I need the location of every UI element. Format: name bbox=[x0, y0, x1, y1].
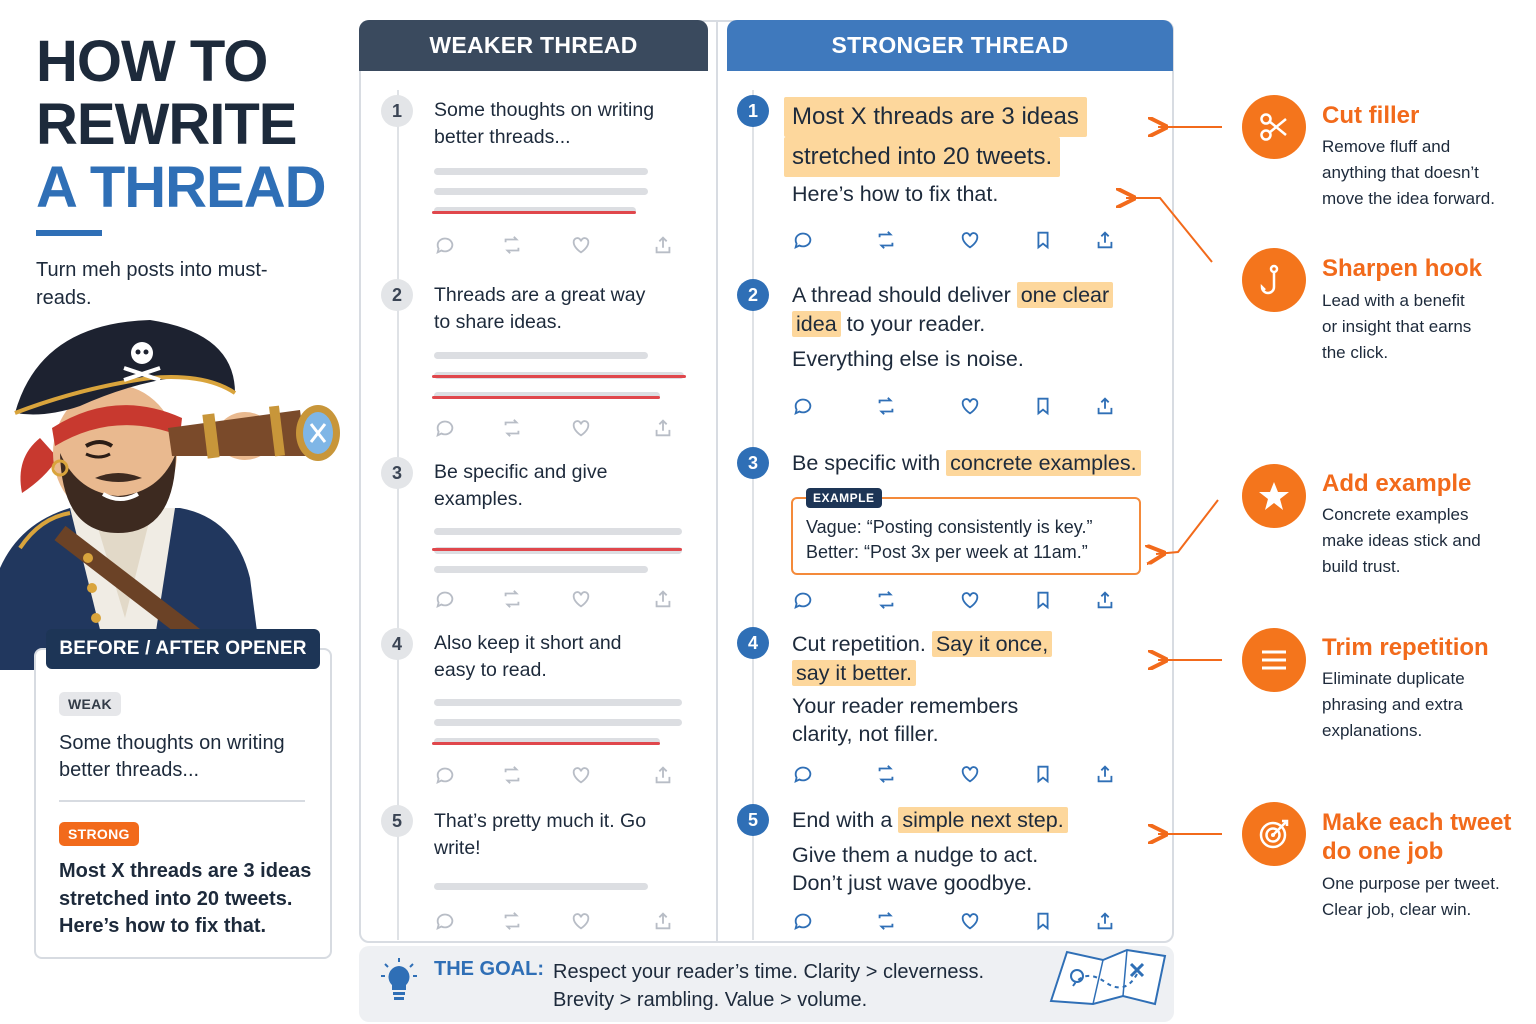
retweet-icon[interactable] bbox=[501, 910, 523, 932]
like-icon[interactable] bbox=[959, 229, 981, 251]
weaker-tweet-4-strike-line bbox=[432, 742, 660, 745]
weaker-tweet-5-number: 5 bbox=[381, 805, 413, 837]
reply-icon[interactable] bbox=[792, 589, 814, 611]
share-icon[interactable] bbox=[652, 588, 674, 610]
weak-opener-text: Some thoughts on writing better threads... bbox=[59, 732, 285, 781]
reply-icon[interactable] bbox=[792, 395, 814, 417]
stronger-tweet-2-body: Everything else is noise. bbox=[792, 347, 1024, 371]
retweet-icon[interactable] bbox=[501, 417, 523, 439]
weaker-tweet-3-strike-line bbox=[432, 548, 682, 551]
tip-cut-filler-desc: Remove fluff and anything that doesn’t move the idea forward. bbox=[1322, 137, 1495, 208]
weaker-tweet-5-actions bbox=[434, 910, 684, 932]
stronger-tweet-1-body: Here’s how to fix that. bbox=[792, 182, 999, 206]
stronger-tweet-5-body-1: Give them a nudge to act. bbox=[792, 843, 1039, 867]
before-after-header: BEFORE / AFTER OPENER bbox=[46, 629, 320, 669]
weaker-tweet-2-strike-line bbox=[432, 375, 686, 378]
weaker-tweet-3-text: Be specific and give examples. bbox=[434, 461, 608, 510]
title-line-2: REWRITE bbox=[36, 92, 297, 157]
weaker-tweet-5-filler-line bbox=[434, 883, 648, 890]
stronger-tweet-2-post: to your reader. bbox=[840, 312, 986, 336]
like-icon[interactable] bbox=[959, 763, 981, 785]
weaker-tweet-1-filler-line bbox=[434, 188, 648, 195]
share-icon[interactable] bbox=[1094, 229, 1116, 251]
weaker-tweet-3-filler-line bbox=[434, 528, 682, 535]
stronger-tweet-1-number: 1 bbox=[737, 95, 769, 127]
hook-icon bbox=[1242, 248, 1306, 312]
weaker-tweet-4-filler-line bbox=[434, 699, 682, 706]
share-icon[interactable] bbox=[652, 417, 674, 439]
weaker-tweet-1-text: Some thoughts on writing better threads... bbox=[434, 99, 655, 148]
tip-add-example-title: Add example bbox=[1322, 470, 1472, 497]
reply-icon[interactable] bbox=[792, 763, 814, 785]
weaker-tweet-1-number: 1 bbox=[381, 95, 413, 127]
weaker-tweet-1-filler-line bbox=[434, 168, 648, 175]
stronger-tweet-2-actions bbox=[792, 395, 1122, 417]
share-icon[interactable] bbox=[652, 764, 674, 786]
stronger-tweet-3-highlight: concrete examples. bbox=[946, 450, 1140, 476]
reply-icon[interactable] bbox=[434, 764, 456, 786]
stronger-tweet-4-text bbox=[792, 630, 1052, 688]
tip-trim-repetition-desc: Eliminate duplicate phrasing and extra explanations. bbox=[1322, 669, 1465, 740]
like-icon[interactable] bbox=[959, 589, 981, 611]
stronger-tweet-2-text bbox=[792, 281, 1113, 339]
tip-one-job-desc: One purpose per tweet. Clear job, clear win. bbox=[1322, 874, 1500, 919]
stronger-tweet-1-hook bbox=[792, 97, 1087, 177]
page-title bbox=[36, 30, 356, 219]
weaker-tweet-2-number: 2 bbox=[381, 279, 413, 311]
stronger-tweet-4-body-1: Your reader remembers bbox=[792, 694, 1019, 718]
like-icon[interactable] bbox=[570, 234, 592, 256]
tip-sharpen-hook-title: Sharpen hook bbox=[1322, 255, 1483, 282]
title-line-3: A THREAD bbox=[36, 155, 326, 220]
retweet-icon[interactable] bbox=[875, 395, 897, 417]
stronger-tweet-3-pre: Be specific with bbox=[792, 451, 947, 475]
share-icon[interactable] bbox=[652, 910, 674, 932]
stronger-tweet-1-hook-line-1: Most X threads are 3 ideas bbox=[784, 97, 1087, 137]
stronger-tweet-5-body-2: Don’t just wave goodbye. bbox=[792, 871, 1033, 895]
weaker-tweet-3-actions bbox=[434, 588, 684, 610]
retweet-icon[interactable] bbox=[875, 229, 897, 251]
stronger-tweet-2-highlight: one clear bbox=[1017, 282, 1113, 308]
retweet-icon[interactable] bbox=[875, 763, 897, 785]
weaker-tweet-3-filler-line bbox=[434, 566, 648, 573]
weaker-tweet-4-number: 4 bbox=[381, 628, 413, 660]
stronger-tweet-5-number: 5 bbox=[737, 804, 769, 836]
weaker-tweet-2-text: Threads are a great way to share ideas. bbox=[434, 284, 646, 333]
bookmark-icon[interactable] bbox=[1032, 910, 1054, 932]
stronger-tweet-4-actions bbox=[792, 763, 1122, 785]
weaker-thread-header: WEAKER THREAD bbox=[359, 20, 708, 71]
reply-icon[interactable] bbox=[434, 910, 456, 932]
subtitle: Turn meh posts into must-reads. bbox=[36, 259, 268, 309]
stronger-tweet-1-actions bbox=[792, 229, 1122, 251]
strong-opener-text: Most X threads are 3 ideas stretched into 20 tweets. Here’s how to fix that. bbox=[59, 860, 312, 937]
reply-icon[interactable] bbox=[434, 417, 456, 439]
stronger-tweet-5-text bbox=[792, 806, 1068, 835]
pirate-with-telescope-illustration bbox=[0, 318, 345, 670]
bookmark-icon[interactable] bbox=[1032, 395, 1054, 417]
weaker-tweet-3-number: 3 bbox=[381, 457, 413, 489]
share-icon[interactable] bbox=[1094, 910, 1116, 932]
tip-trim-repetition-title: Trim repetition bbox=[1322, 634, 1489, 661]
share-icon[interactable] bbox=[1094, 589, 1116, 611]
like-icon[interactable] bbox=[570, 910, 592, 932]
weaker-tweet-2-filler-line bbox=[434, 352, 648, 359]
bookmark-icon[interactable] bbox=[1032, 229, 1054, 251]
share-icon[interactable] bbox=[652, 234, 674, 256]
like-icon[interactable] bbox=[570, 764, 592, 786]
reply-icon[interactable] bbox=[792, 910, 814, 932]
stronger-tweet-4-highlight: Say it once, bbox=[932, 631, 1052, 657]
tip-sharpen-hook-desc: Lead with a benefit or insight that earns the click. bbox=[1322, 291, 1472, 362]
weaker-tweet-4-text: Also keep it short and easy to read. bbox=[434, 632, 622, 681]
weaker-tweet-2-strike-line bbox=[432, 396, 660, 399]
example-better-text: Better: “Post 3x per week at 11am.” bbox=[806, 542, 1088, 562]
retweet-icon[interactable] bbox=[501, 764, 523, 786]
retweet-icon[interactable] bbox=[501, 234, 523, 256]
retweet-icon[interactable] bbox=[875, 910, 897, 932]
list-icon bbox=[1242, 628, 1306, 692]
like-icon[interactable] bbox=[570, 417, 592, 439]
target-icon bbox=[1242, 802, 1306, 866]
title-underline bbox=[36, 230, 102, 236]
goal-text: Respect your reader’s time. Clarity > cleverness. Brevity > rambling. Value > volume. bbox=[553, 961, 985, 1011]
weaker-tweet-4-filler-line bbox=[434, 719, 682, 726]
scissors-icon bbox=[1242, 95, 1306, 159]
goal-label: THE GOAL: bbox=[434, 958, 544, 980]
retweet-icon[interactable] bbox=[501, 588, 523, 610]
stronger-tweet-2-highlight-cont: idea bbox=[792, 311, 841, 337]
tip-add-example-desc: Concrete examples make ideas stick and build trust. bbox=[1322, 505, 1481, 576]
strong-badge: STRONG bbox=[59, 822, 139, 846]
lightbulb-icon bbox=[379, 956, 419, 1004]
stronger-tweet-3-text bbox=[792, 449, 1141, 478]
stronger-tweet-4-body-2: clarity, not filler. bbox=[792, 722, 939, 746]
like-icon[interactable] bbox=[570, 588, 592, 610]
bookmark-icon[interactable] bbox=[1032, 763, 1054, 785]
bookmark-icon[interactable] bbox=[1032, 589, 1054, 611]
like-icon[interactable] bbox=[959, 395, 981, 417]
stronger-tweet-5-actions bbox=[792, 910, 1122, 932]
reply-icon[interactable] bbox=[434, 234, 456, 256]
star-icon bbox=[1242, 464, 1306, 528]
panel-divider bbox=[716, 20, 718, 943]
like-icon[interactable] bbox=[959, 910, 981, 932]
weaker-tweet-4-actions bbox=[434, 764, 684, 786]
retweet-icon[interactable] bbox=[875, 589, 897, 611]
treasure-map-icon bbox=[1045, 946, 1170, 1008]
stronger-tweet-2-number: 2 bbox=[737, 279, 769, 311]
tip-cut-filler-title: Cut filler bbox=[1322, 102, 1420, 129]
title-line-1: HOW TO bbox=[36, 29, 268, 94]
stronger-tweet-5-pre: End with a bbox=[792, 808, 899, 832]
before-after-divider bbox=[59, 800, 305, 802]
share-icon[interactable] bbox=[1094, 395, 1116, 417]
example-vague-text: Vague: “Posting consistently is key.” bbox=[806, 517, 1093, 537]
stronger-tweet-1-hook-line-2: stretched into 20 tweets. bbox=[784, 137, 1060, 177]
stronger-thread-header: STRONGER THREAD bbox=[727, 20, 1173, 71]
stronger-tweet-2-pre: A thread should deliver bbox=[792, 283, 1017, 307]
example-tag: EXAMPLE bbox=[806, 488, 882, 508]
stronger-tweet-4-number: 4 bbox=[737, 627, 769, 659]
stronger-tweet-3-number: 3 bbox=[737, 447, 769, 479]
weaker-tweet-5-text: That’s pretty much it. Go write! bbox=[434, 810, 647, 859]
stronger-tweet-4-pre: Cut repetition. bbox=[792, 632, 932, 656]
stronger-tweet-3-actions bbox=[792, 589, 1122, 611]
weaker-tweet-1-actions bbox=[434, 234, 684, 256]
reply-icon[interactable] bbox=[434, 588, 456, 610]
weak-badge: WEAK bbox=[59, 692, 121, 716]
weaker-tweet-1-strike-line bbox=[432, 211, 636, 214]
share-icon[interactable] bbox=[1094, 763, 1116, 785]
reply-icon[interactable] bbox=[792, 229, 814, 251]
tip-one-job-title: Make each tweet do one job bbox=[1322, 809, 1512, 865]
stronger-tweet-5-highlight: simple next step. bbox=[898, 807, 1067, 833]
weaker-tweet-2-actions bbox=[434, 417, 684, 439]
stronger-tweet-4-highlight-cont: say it better. bbox=[792, 660, 916, 686]
